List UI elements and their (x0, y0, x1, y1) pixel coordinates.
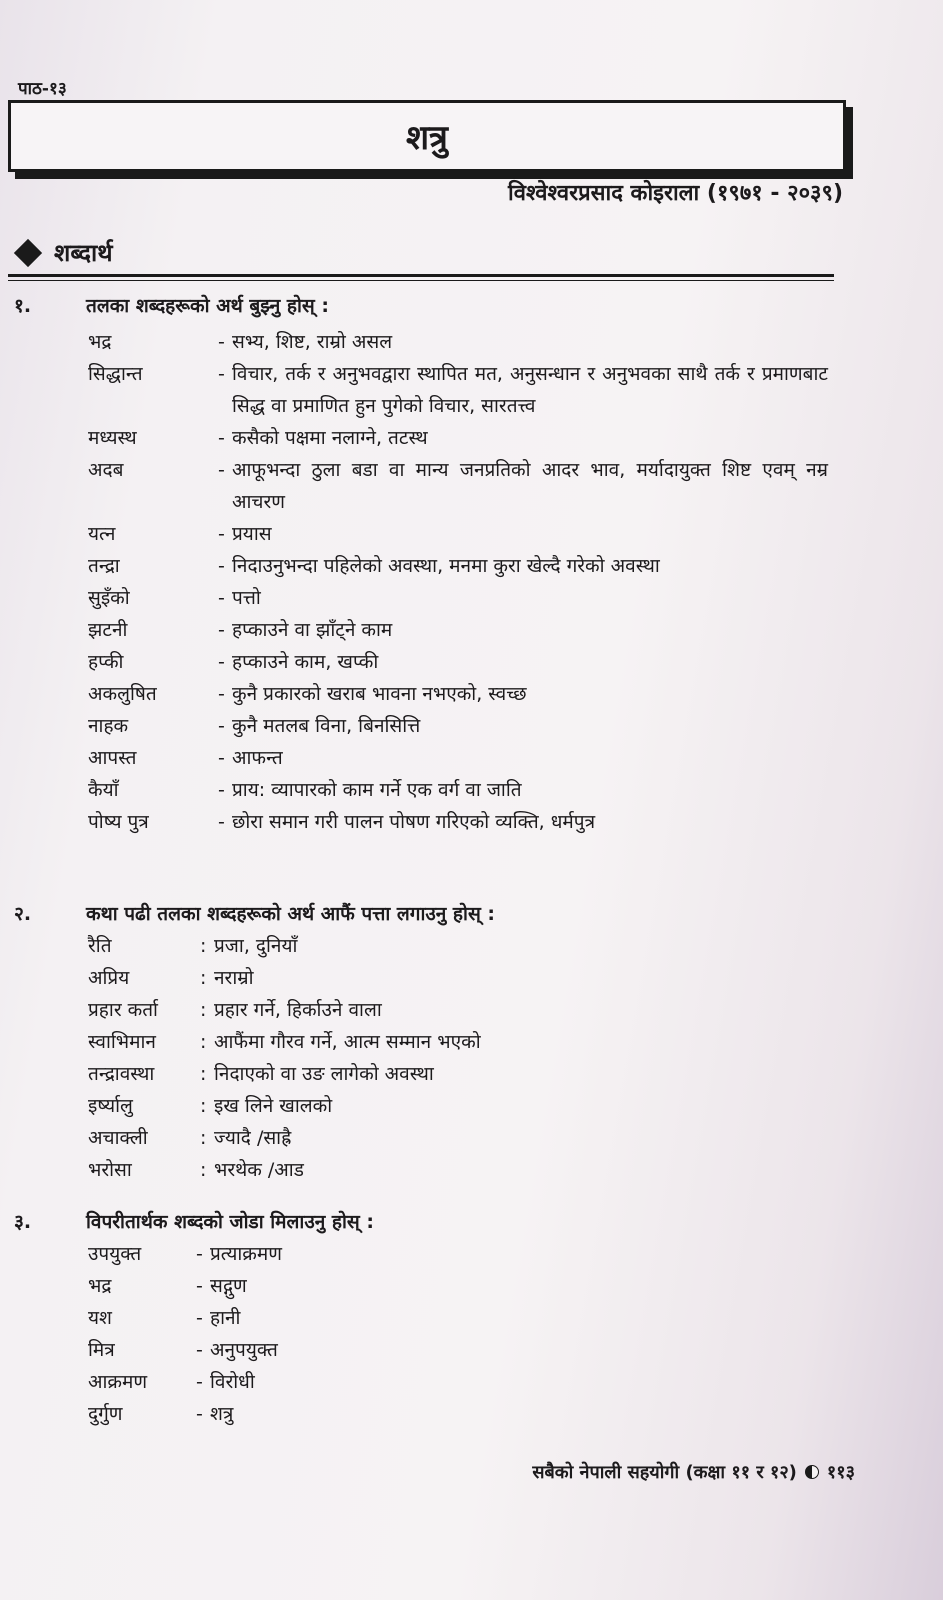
author-line: विश्वेश्वरप्रसाद कोइराला (१९७१ - २०३९) (508, 181, 843, 206)
glossary-row (88, 742, 828, 774)
diamond-bullet-icon (14, 238, 42, 266)
glossary-definition: आफूभन्दा ठुला बडा वा मान्य जनप्रतिको आदर भाव, मर्यादायुक्त शिष्ट एवम् नम्र आचरण (232, 459, 828, 513)
glossary-term: भद्र (88, 331, 112, 353)
glossary-term: सुइँको (88, 587, 130, 609)
antonym-row (88, 1334, 588, 1366)
colon-separator: : (200, 935, 207, 957)
glossary-row (88, 518, 828, 550)
glossary-definition: कुनै प्रकारको खराब भावना नभएको, स्वच्छ (232, 683, 527, 705)
antonym-right: अनुपयुक्त (210, 1339, 278, 1361)
section-heading (18, 236, 113, 269)
glossary-definition: भरथेक /आड (214, 1159, 304, 1181)
dash-separator: - (196, 1275, 203, 1297)
antonym-list (88, 1238, 588, 1430)
antonym-right: सद्गुण (210, 1275, 247, 1297)
glossary-definition: कुनै मतलब विना, बिनसित्ति (232, 715, 421, 737)
question-number: ३. (14, 1211, 32, 1233)
footer-book-title: सबैको नेपाली सहयोगी (कक्षा ११ र १२) (532, 1462, 797, 1483)
lesson-title: शत्रु (406, 118, 448, 158)
glossary-definition: ज्यादै /साह्रै (214, 1127, 292, 1149)
glossary-row (88, 582, 828, 614)
antonym-left: भद्र (88, 1275, 112, 1297)
section-heading-label: शब्दार्थ (54, 239, 113, 267)
title-box (8, 100, 846, 172)
dash-separator: - (218, 715, 225, 737)
glossary-term: रैति (88, 935, 112, 957)
antonym-left: मित्र (88, 1339, 115, 1361)
glossary-definition: प्राय: व्यापारको काम गर्ने एक वर्ग वा जाति (232, 779, 522, 801)
antonym-row (88, 1398, 588, 1430)
colon-separator: : (200, 999, 207, 1021)
dash-separator: - (218, 363, 225, 385)
glossary-list-1 (88, 326, 828, 838)
glossary-term: भरोसा (88, 1159, 132, 1181)
glossary-term: झटनी (88, 619, 128, 641)
glossary-row (88, 614, 828, 646)
glossary-term: प्रहार कर्ता (88, 999, 158, 1021)
glossary-row (88, 1058, 828, 1090)
question-number: २. (14, 903, 32, 925)
glossary-term: मध्यस्थ (88, 427, 137, 449)
dash-separator: - (218, 331, 225, 353)
glossary-definition: छोरा समान गरी पालन पोषण गरिएको व्यक्ति, धर्मपुत्र (232, 811, 596, 833)
glossary-row (88, 550, 828, 582)
glossary-term: सिद्धान्त (88, 363, 143, 385)
antonym-row (88, 1238, 588, 1270)
glossary-term: अचाक्ली (88, 1127, 148, 1149)
colon-separator: : (200, 1095, 207, 1117)
glossary-list-2 (88, 930, 828, 1186)
glossary-row (88, 326, 828, 358)
glossary-row (88, 1122, 828, 1154)
colon-separator: : (200, 967, 207, 989)
antonym-left: आक्रमण (88, 1371, 148, 1393)
glossary-row (88, 678, 828, 710)
glossary-definition: आफन्त (232, 747, 283, 769)
dash-separator: - (218, 811, 225, 833)
antonym-left: उपयुक्त (88, 1243, 142, 1265)
glossary-term: इर्ष्यालु (88, 1095, 133, 1117)
glossary-term: यत्न (88, 523, 116, 545)
glossary-definition: नराम्रो (214, 967, 254, 989)
glossary-term: आपस्त (88, 747, 137, 769)
colon-separator: : (200, 1159, 207, 1181)
glossary-row (88, 1090, 828, 1122)
glossary-definition: प्रयास (232, 523, 272, 545)
antonym-right: शत्रु (210, 1403, 234, 1425)
colon-separator: : (200, 1063, 207, 1085)
glossary-row (88, 962, 828, 994)
glossary-row (88, 930, 828, 962)
glossary-term: तन्द्रावस्था (88, 1063, 155, 1085)
glossary-term: हप्की (88, 651, 124, 673)
dash-separator: - (218, 523, 225, 545)
glossary-row (88, 994, 828, 1026)
glossary-definition: कसैको पक्षमा नलाग्ने, तटस्थ (232, 427, 428, 449)
antonym-left: दुर्गुण (88, 1403, 123, 1425)
glossary-row (88, 806, 828, 838)
colon-separator: : (200, 1127, 207, 1149)
dash-separator: - (218, 587, 225, 609)
glossary-row (88, 454, 828, 518)
glossary-row (88, 710, 828, 742)
question-instruction: तलका शब्दहरूको अर्थ बुझ्नु होस् : (86, 295, 329, 317)
page-number: ११३ (826, 1462, 855, 1483)
page-footer (532, 1460, 855, 1484)
glossary-term: तन्द्रा (88, 555, 120, 577)
glossary-row (88, 358, 828, 422)
question-instruction: विपरीतार्थक शब्दको जोडा मिलाउनु होस् : (86, 1211, 374, 1233)
dash-separator: - (218, 683, 225, 705)
glossary-definition: सभ्य, शिष्ट, राम्रो असल (232, 331, 393, 353)
dash-separator: - (218, 619, 225, 641)
glossary-definition: निदाएको वा उङ लागेको अवस्था (214, 1063, 434, 1085)
glossary-term: अप्रिय (88, 967, 130, 989)
colon-separator: : (200, 1031, 207, 1053)
glossary-definition: हप्काउने काम, खप्की (232, 651, 379, 673)
dash-separator: - (196, 1371, 203, 1393)
dash-separator: - (196, 1243, 203, 1265)
glossary-term: अदब (88, 459, 124, 481)
question-number: १. (14, 295, 32, 317)
glossary-row (88, 422, 828, 454)
half-circle-icon (805, 1465, 819, 1479)
antonym-right: विरोधी (210, 1371, 255, 1393)
glossary-term: स्वाभिमान (88, 1031, 156, 1053)
antonym-right: प्रत्याक्रमण (210, 1243, 282, 1265)
glossary-row (88, 774, 828, 806)
glossary-definition: प्रहार गर्ने, हिर्काउने वाला (214, 999, 382, 1021)
glossary-definition: प्रजा, दुनियाँ (214, 935, 298, 957)
glossary-term: कैयाँ (88, 779, 119, 801)
dash-separator: - (196, 1339, 203, 1361)
antonym-left: यश (88, 1307, 112, 1329)
glossary-row (88, 1154, 828, 1186)
lesson-label: पाठ-१३ (18, 79, 67, 99)
glossary-definition: हप्काउने वा झाँट्ने काम (232, 619, 393, 641)
antonym-right: हानी (210, 1307, 241, 1329)
antonym-row (88, 1302, 588, 1334)
dash-separator: - (196, 1307, 203, 1329)
section-rule-thick (8, 274, 834, 277)
dash-separator: - (218, 779, 225, 801)
antonym-row (88, 1270, 588, 1302)
glossary-term: अकलुषित (88, 683, 157, 705)
glossary-row (88, 1026, 828, 1058)
glossary-row (88, 646, 828, 678)
glossary-definition: इख लिने खालको (214, 1095, 333, 1117)
dash-separator: - (218, 555, 225, 577)
dash-separator: - (196, 1403, 203, 1425)
dash-separator: - (218, 747, 225, 769)
glossary-definition: पत्तो (232, 587, 261, 609)
dash-separator: - (218, 459, 225, 481)
section-rule-thin (8, 280, 834, 281)
glossary-term: पोष्य पुत्र (88, 811, 149, 833)
dash-separator: - (218, 427, 225, 449)
antonym-row (88, 1366, 588, 1398)
glossary-term: नाहक (88, 715, 129, 737)
glossary-definition: निदाउनुभन्दा पहिलेको अवस्था, मनमा कुरा खेल्दै गरेको अवस्था (232, 555, 660, 577)
question-instruction: कथा पढी तलका शब्दहरूको अर्थ आफैं पत्ता लगाउनु होस् : (86, 903, 495, 925)
glossary-definition: विचार, तर्क र अनुभवद्वारा स्थापित मत, अनुसन्धान र अनुभवका साथै तर्क र प्रमाणबाट सिद्ध वा प्रमाणित हुन पुगेको विचार, सारतत्त्व (232, 363, 828, 417)
glossary-definition: आफैंमा गौरव गर्ने, आत्म सम्मान भएको (214, 1031, 481, 1053)
dash-separator: - (218, 651, 225, 673)
